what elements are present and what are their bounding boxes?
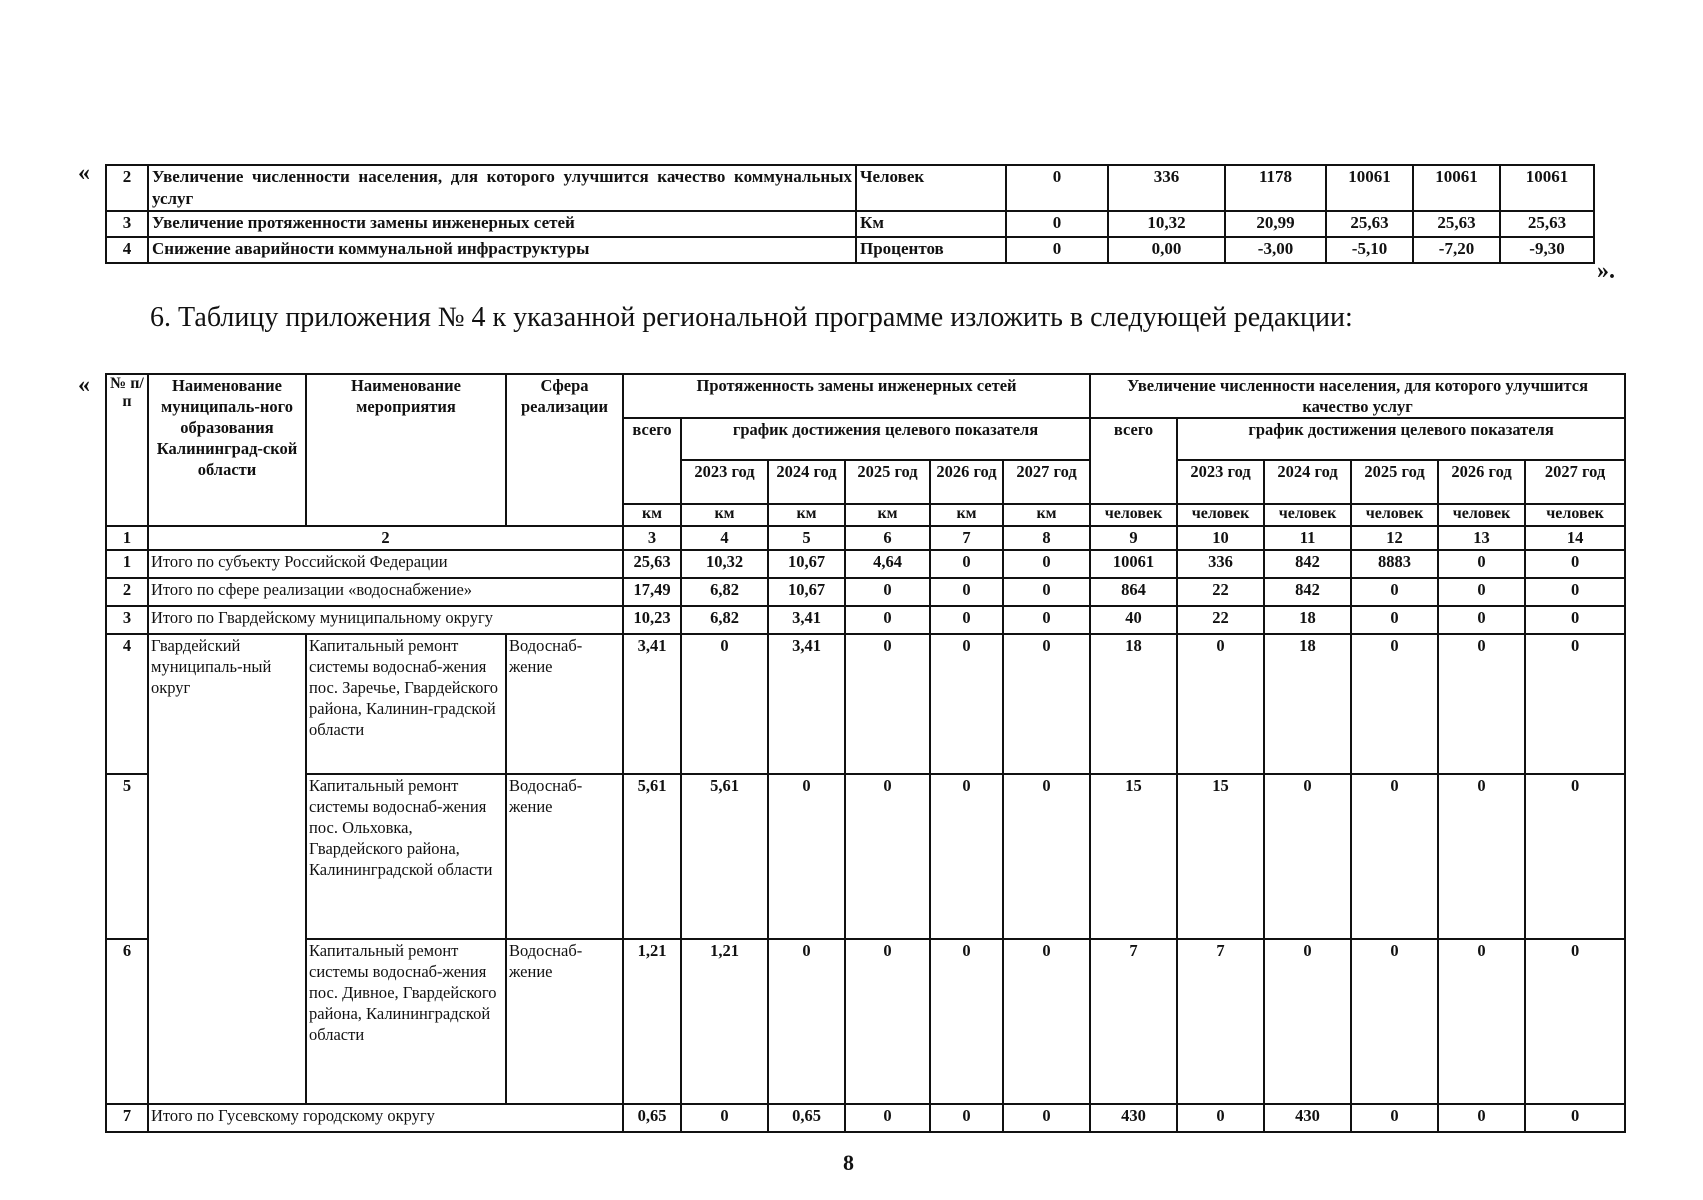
- value-cell: 0: [1177, 1104, 1264, 1132]
- value-cell: 0: [1525, 578, 1625, 606]
- index-cell: 13: [1438, 526, 1525, 550]
- total-row: [106, 606, 1625, 634]
- table-row: [106, 237, 1594, 263]
- header-schedule-people: график достижения целевого показателя: [1177, 418, 1625, 460]
- indicators-table: [105, 164, 1595, 264]
- value-cell: 25,63: [1326, 211, 1413, 237]
- value-cell: 0: [1003, 939, 1090, 1104]
- total-row: [106, 578, 1625, 606]
- value-cell: 0: [845, 939, 930, 1104]
- header-year: 2026 год: [930, 460, 1003, 504]
- total-label: Итого по Гусевскому городскому округу: [148, 1104, 623, 1132]
- value-cell: 10,67: [768, 550, 845, 578]
- unit-cell: км: [845, 504, 930, 526]
- value-cell: 25,63: [623, 550, 681, 578]
- row-number: 3: [106, 606, 148, 634]
- value-cell: 17,49: [623, 578, 681, 606]
- value-cell: -9,30: [1500, 237, 1594, 263]
- value-cell: 10,32: [1108, 211, 1225, 237]
- row-number: 5: [106, 774, 148, 939]
- value-cell: 0: [1438, 634, 1525, 774]
- unit-cell: км: [681, 504, 768, 526]
- value-cell: 0: [1525, 550, 1625, 578]
- value-cell: 0: [1525, 939, 1625, 1104]
- unit-cell: человек: [1438, 504, 1525, 526]
- value-cell: 40: [1090, 606, 1177, 634]
- value-cell: 3,41: [768, 634, 845, 774]
- value-cell: 0: [1438, 774, 1525, 939]
- header-row: [106, 374, 1625, 418]
- value-cell: 0: [930, 774, 1003, 939]
- index-cell: 12: [1351, 526, 1438, 550]
- value-cell: 10061: [1413, 165, 1500, 211]
- value-cell: 0: [1177, 634, 1264, 774]
- header-population-group: Увеличение численности населения, для которого улучшится качество услуг: [1090, 374, 1625, 418]
- value-cell: 0: [1351, 606, 1438, 634]
- value-cell: 10,23: [623, 606, 681, 634]
- measure-name: Капитальный ремонт системы водоснаб-жения пос. Ольховка, Гвардейского района, Калининградской области: [306, 774, 506, 939]
- value-cell: 0: [768, 939, 845, 1104]
- row-number: 3: [106, 211, 148, 237]
- value-cell: 25,63: [1500, 211, 1594, 237]
- row-number: 4: [106, 634, 148, 774]
- value-cell: 15: [1177, 774, 1264, 939]
- value-cell: 0: [1351, 774, 1438, 939]
- index-row: [106, 526, 1625, 550]
- value-cell: 3,41: [623, 634, 681, 774]
- value-cell: 4,64: [845, 550, 930, 578]
- value-cell: -5,10: [1326, 237, 1413, 263]
- value-cell: 0: [845, 606, 930, 634]
- index-cell: 3: [623, 526, 681, 550]
- value-cell: -7,20: [1413, 237, 1500, 263]
- value-cell: 0: [1525, 606, 1625, 634]
- value-cell: 0: [1438, 1104, 1525, 1132]
- unit-cell: км: [930, 504, 1003, 526]
- unit-cell: человек: [1177, 504, 1264, 526]
- unit-cell: человек: [1351, 504, 1438, 526]
- value-cell: 0,00: [1108, 237, 1225, 263]
- row-number: 4: [106, 237, 148, 263]
- indicator-unit: Км: [856, 211, 1006, 237]
- value-cell: 18: [1090, 634, 1177, 774]
- value-cell: 0,65: [768, 1104, 845, 1132]
- value-cell: 842: [1264, 578, 1351, 606]
- value-cell: 10,32: [681, 550, 768, 578]
- index-cell: 5: [768, 526, 845, 550]
- value-cell: 0: [930, 634, 1003, 774]
- value-cell: 0: [930, 1104, 1003, 1132]
- index-cell: 4: [681, 526, 768, 550]
- value-cell: 0: [1003, 1104, 1090, 1132]
- value-cell: 1,21: [623, 939, 681, 1104]
- value-cell: 20,99: [1225, 211, 1326, 237]
- row-number: 1: [106, 550, 148, 578]
- unit-cell: км: [623, 504, 681, 526]
- header-num: № п/п: [106, 374, 148, 526]
- value-cell: 10061: [1500, 165, 1594, 211]
- value-cell: 5,61: [681, 774, 768, 939]
- measure-name: Капитальный ремонт системы водоснаб-жения пос. Заречье, Гвардейского района, Калинин-градской области: [306, 634, 506, 774]
- header-length-group: Протяженность замены инженерных сетей: [623, 374, 1090, 418]
- value-cell: 0: [1003, 550, 1090, 578]
- value-cell: 0: [1525, 634, 1625, 774]
- value-cell: 842: [1264, 550, 1351, 578]
- value-cell: 0: [845, 634, 930, 774]
- value-cell: 336: [1177, 550, 1264, 578]
- index-cell: 11: [1264, 526, 1351, 550]
- value-cell: 0: [768, 774, 845, 939]
- value-cell: 0: [1264, 774, 1351, 939]
- value-cell: 1,21: [681, 939, 768, 1104]
- value-cell: 0: [1438, 578, 1525, 606]
- value-cell: 0: [1351, 634, 1438, 774]
- header-total-km: всего: [623, 418, 681, 504]
- value-cell: 0: [1003, 578, 1090, 606]
- value-cell: 10061: [1326, 165, 1413, 211]
- value-cell: 18: [1264, 606, 1351, 634]
- row-number: 6: [106, 939, 148, 1104]
- value-cell: 0: [1525, 774, 1625, 939]
- value-cell: 0: [930, 939, 1003, 1104]
- value-cell: 25,63: [1413, 211, 1500, 237]
- index-cell: 2: [148, 526, 623, 550]
- section-heading: 6. Таблицу приложения № 4 к указанной региональной программе изложить в следующей редакции:: [150, 302, 1353, 333]
- closing-quote: ».: [1597, 258, 1615, 284]
- value-cell: 0: [681, 1104, 768, 1132]
- row-number: 2: [106, 165, 148, 211]
- row-number: 2: [106, 578, 148, 606]
- sphere-name: Водоснаб-жение: [506, 634, 623, 774]
- total-label: Итого по сфере реализации «водоснабжение»: [148, 578, 623, 606]
- unit-cell: км: [1003, 504, 1090, 526]
- value-cell: 0: [1351, 578, 1438, 606]
- header-year: 2027 год: [1003, 460, 1090, 504]
- value-cell: 0: [1006, 211, 1108, 237]
- value-cell: 0: [930, 550, 1003, 578]
- header-schedule-km: график достижения целевого показателя: [681, 418, 1090, 460]
- measure-name: Капитальный ремонт системы водоснаб-жения пос. Дивное, Гвардейского района, Калининградской области: [306, 939, 506, 1104]
- index-cell: 9: [1090, 526, 1177, 550]
- value-cell: 1178: [1225, 165, 1326, 211]
- value-cell: 0: [1351, 1104, 1438, 1132]
- header-year: 2024 год: [768, 460, 845, 504]
- header-year: 2025 год: [845, 460, 930, 504]
- value-cell: 0: [930, 578, 1003, 606]
- header-year: 2023 год: [681, 460, 768, 504]
- value-cell: 0,65: [623, 1104, 681, 1132]
- measures-table: [105, 373, 1626, 1133]
- value-cell: 3,41: [768, 606, 845, 634]
- value-cell: 0: [845, 578, 930, 606]
- value-cell: 0: [1003, 606, 1090, 634]
- header-year: 2027 год: [1525, 460, 1625, 504]
- header-year: 2026 год: [1438, 460, 1525, 504]
- value-cell: 0: [1003, 774, 1090, 939]
- value-cell: 15: [1090, 774, 1177, 939]
- value-cell: 18: [1264, 634, 1351, 774]
- indicator-name: Увеличение численности населения, для которого улучшится качество коммунальных услуг: [148, 165, 856, 211]
- index-cell: 7: [930, 526, 1003, 550]
- header-year: 2024 год: [1264, 460, 1351, 504]
- header-measure: Наименование мероприятия: [306, 374, 506, 526]
- value-cell: 0: [1351, 939, 1438, 1104]
- index-cell: 1: [106, 526, 148, 550]
- value-cell: 8883: [1351, 550, 1438, 578]
- total-row: [106, 550, 1625, 578]
- value-cell: 7: [1177, 939, 1264, 1104]
- value-cell: 6,82: [681, 606, 768, 634]
- value-cell: 0: [1264, 939, 1351, 1104]
- value-cell: 0: [930, 606, 1003, 634]
- value-cell: 22: [1177, 578, 1264, 606]
- opening-quote-2: «: [78, 372, 90, 398]
- unit-cell: человек: [1525, 504, 1625, 526]
- detail-row: [106, 939, 1625, 1104]
- detail-row: [106, 774, 1625, 939]
- table-row: [106, 211, 1594, 237]
- value-cell: 0: [845, 774, 930, 939]
- total-row: [106, 1104, 1625, 1132]
- sphere-name: Водоснаб-жение: [506, 774, 623, 939]
- value-cell: 22: [1177, 606, 1264, 634]
- value-cell: 0: [1006, 165, 1108, 211]
- unit-cell: человек: [1090, 504, 1177, 526]
- value-cell: 0: [1438, 550, 1525, 578]
- page-number: 8: [843, 1150, 854, 1175]
- value-cell: 0: [681, 634, 768, 774]
- opening-quote: «: [78, 160, 90, 186]
- indicator-name: Снижение аварийности коммунальной инфраструктуры: [148, 237, 856, 263]
- value-cell: 7: [1090, 939, 1177, 1104]
- value-cell: 0: [1438, 939, 1525, 1104]
- value-cell: 5,61: [623, 774, 681, 939]
- value-cell: 0: [1003, 634, 1090, 774]
- index-cell: 14: [1525, 526, 1625, 550]
- detail-row: [106, 634, 1625, 774]
- value-cell: 10,67: [768, 578, 845, 606]
- value-cell: -3,00: [1225, 237, 1326, 263]
- value-cell: 430: [1090, 1104, 1177, 1132]
- unit-cell: км: [768, 504, 845, 526]
- municipality-name: Гвардейский муниципаль-ный округ: [148, 634, 306, 1104]
- value-cell: 864: [1090, 578, 1177, 606]
- total-label: Итого по Гвардейскому муниципальному округу: [148, 606, 623, 634]
- value-cell: 430: [1264, 1104, 1351, 1132]
- sphere-name: Водоснаб-жение: [506, 939, 623, 1104]
- row-number: 7: [106, 1104, 148, 1132]
- indicator-name: Увеличение протяженности замены инженерных сетей: [148, 211, 856, 237]
- header-total-people: всего: [1090, 418, 1177, 504]
- header-municipality: Наименование муниципаль-ного образования Калининград-ской области: [148, 374, 306, 526]
- table-row: [106, 165, 1594, 211]
- header-year: 2023 год: [1177, 460, 1264, 504]
- value-cell: 0: [1438, 606, 1525, 634]
- unit-cell: человек: [1264, 504, 1351, 526]
- indicator-unit: Процентов: [856, 237, 1006, 263]
- header-sphere: Сфера реализации: [506, 374, 623, 526]
- header-year: 2025 год: [1351, 460, 1438, 504]
- value-cell: 0: [845, 1104, 930, 1132]
- value-cell: 10061: [1090, 550, 1177, 578]
- index-cell: 10: [1177, 526, 1264, 550]
- index-cell: 8: [1003, 526, 1090, 550]
- value-cell: 0: [1006, 237, 1108, 263]
- total-label: Итого по субъекту Российской Федерации: [148, 550, 623, 578]
- value-cell: 0: [1525, 1104, 1625, 1132]
- indicator-unit: Человек: [856, 165, 1006, 211]
- value-cell: 336: [1108, 165, 1225, 211]
- index-cell: 6: [845, 526, 930, 550]
- value-cell: 6,82: [681, 578, 768, 606]
